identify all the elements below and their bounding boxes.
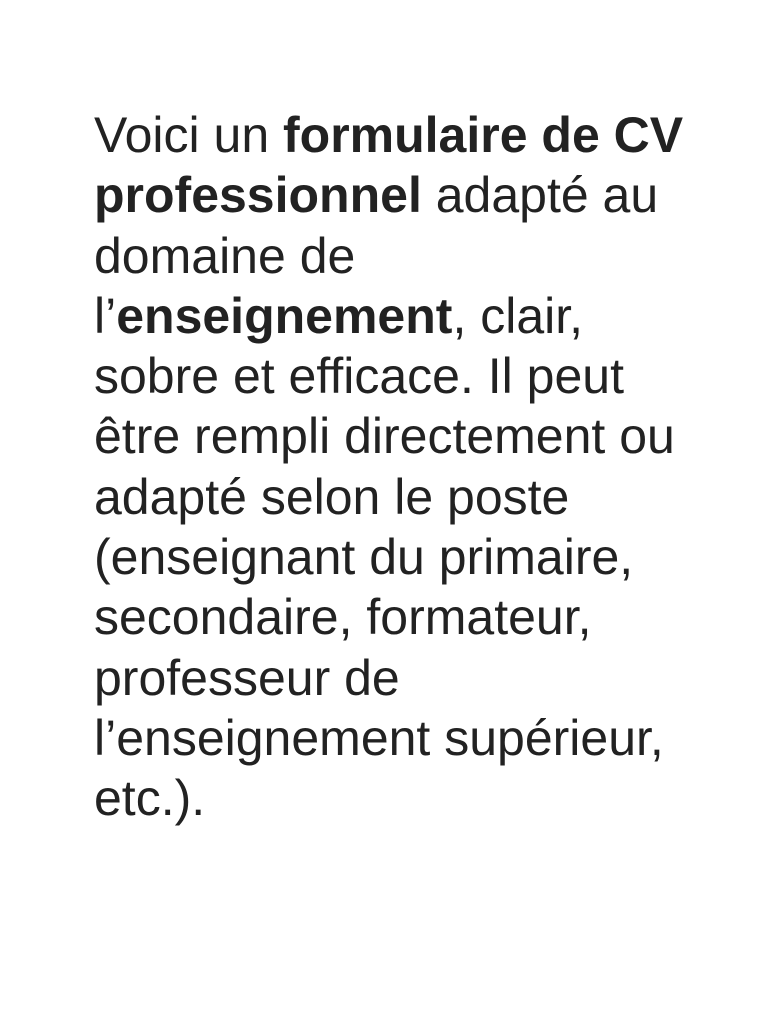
document-page [94, 105, 684, 829]
intro-text-2: adapté au domaine de l’ [94, 167, 659, 344]
intro-text-3: , clair, sobre et efficace. Il peut être rempli directement ou adapté selon le poste (enseignant du primaire, secondaire, formateur, professeur de l’enseignement supérieur, etc.). [94, 287, 675, 827]
intro-bold-cv-form: formulaire de CV professionnel [94, 107, 684, 224]
intro-bold-teaching: enseignement [116, 287, 453, 344]
intro-text-1: Voici un [94, 107, 284, 163]
intro-paragraph [94, 105, 684, 829]
